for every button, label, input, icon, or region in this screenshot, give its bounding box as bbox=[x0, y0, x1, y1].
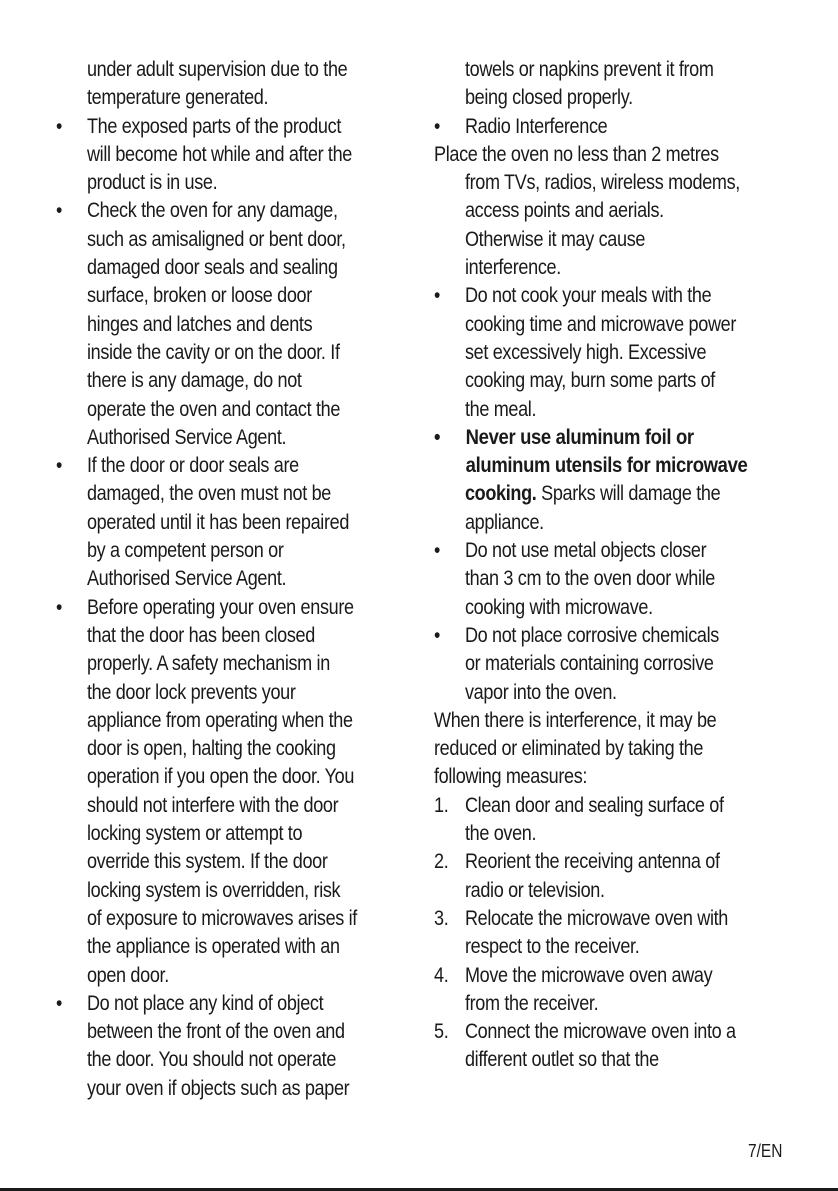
text-line bbox=[434, 565, 752, 593]
left-column bbox=[56, 56, 416, 1103]
bullet-marker: • bbox=[434, 284, 440, 308]
line-text: damaged door seals and sealing bbox=[86, 256, 338, 280]
text-line bbox=[56, 735, 366, 763]
bullet-marker: • bbox=[56, 199, 62, 223]
bullet-item-line bbox=[434, 622, 752, 650]
text-line bbox=[56, 679, 366, 707]
line-text: cooking with microwave. bbox=[464, 595, 653, 619]
line-text: Do not place corrosive chemicals bbox=[464, 623, 719, 647]
bullet-marker: • bbox=[434, 425, 441, 449]
text-line bbox=[434, 877, 752, 905]
text-line bbox=[56, 792, 366, 820]
line-text: interference. bbox=[464, 256, 561, 280]
bullet-item-line bbox=[56, 113, 366, 141]
line-text: open door. bbox=[86, 963, 169, 987]
bullet-marker: • bbox=[56, 595, 62, 619]
text-line bbox=[434, 763, 752, 791]
text-line bbox=[56, 877, 366, 905]
text-line bbox=[56, 254, 366, 282]
text-line bbox=[434, 820, 752, 848]
line-text: locking system or attempt to bbox=[86, 822, 303, 846]
line-text: override this system. If the door bbox=[86, 850, 328, 874]
text-line bbox=[56, 509, 366, 537]
line-text: from TVs, radios, wireless modems, bbox=[464, 171, 740, 195]
text-line bbox=[434, 311, 752, 339]
numbered-item-line bbox=[434, 905, 752, 933]
line-text: the appliance is operated with an bbox=[86, 935, 340, 959]
line-text: If the door or door seals are bbox=[86, 454, 299, 478]
text-line bbox=[56, 480, 366, 508]
text-line bbox=[56, 962, 366, 990]
text-line bbox=[56, 820, 366, 848]
text-line bbox=[56, 763, 366, 791]
bullet-marker: • bbox=[56, 454, 62, 478]
text-line bbox=[56, 424, 366, 452]
line-text: When there is interference, it may be bbox=[434, 708, 717, 732]
text-line bbox=[56, 339, 366, 367]
line-text: hinges and latches and dents bbox=[86, 312, 313, 336]
text-line bbox=[56, 848, 366, 876]
text-line bbox=[434, 56, 752, 84]
line-text: Relocate the microwave oven with bbox=[464, 906, 728, 930]
line-text: access points and aerials. bbox=[464, 199, 664, 223]
line-text: Authorised Service Agent. bbox=[86, 425, 287, 449]
text-line bbox=[56, 282, 366, 310]
line-text: surface, broken or loose door bbox=[86, 284, 312, 308]
line-text: reduced or eliminated by taking the bbox=[434, 737, 704, 761]
text-line bbox=[434, 141, 752, 169]
list-number: 1. bbox=[434, 793, 449, 817]
text-line bbox=[434, 650, 752, 678]
line-text: there is any damage, do not bbox=[86, 369, 302, 393]
line-text: should not interfere with the door bbox=[86, 793, 339, 817]
line-text: different outlet so that the bbox=[464, 1048, 659, 1072]
line-text: Otherwise it may cause bbox=[464, 227, 646, 251]
line-text: of exposure to microwaves arises if bbox=[86, 906, 357, 930]
line-text: operate the oven and contact the bbox=[86, 397, 341, 421]
line-text: Connect the microwave oven into a bbox=[464, 1020, 736, 1044]
line-text: the meal. bbox=[464, 397, 537, 421]
line-text: the oven. bbox=[464, 822, 537, 846]
text-line bbox=[56, 84, 366, 112]
list-number: 5. bbox=[434, 1020, 449, 1044]
text-line bbox=[434, 396, 752, 424]
line-text: that the door has been closed bbox=[86, 623, 315, 647]
text-line bbox=[56, 707, 366, 735]
line-text: Move the microwave oven away bbox=[464, 963, 713, 987]
line-text: door is open, halting the cooking bbox=[86, 737, 336, 761]
line-text: or materials containing corrosive bbox=[464, 652, 714, 676]
line-text: under adult supervision due to the bbox=[86, 58, 348, 81]
bullet-marker: • bbox=[56, 114, 62, 138]
text-line bbox=[434, 990, 752, 1018]
bullet-item-line bbox=[434, 424, 760, 452]
numbered-item-line bbox=[434, 1018, 752, 1046]
text-line bbox=[56, 1018, 366, 1046]
text-line bbox=[434, 735, 752, 763]
line-text: Check the oven for any damage, bbox=[86, 199, 338, 223]
bullet-item-line bbox=[56, 197, 366, 225]
list-number: 3. bbox=[434, 906, 449, 930]
text-line bbox=[434, 197, 752, 225]
text-line bbox=[56, 141, 366, 169]
line-text: damaged, the oven must not be bbox=[86, 482, 331, 506]
line-text: cooking may, burn some parts of bbox=[464, 369, 715, 393]
bullet-item-line bbox=[434, 282, 752, 310]
bullet-marker: • bbox=[434, 539, 440, 563]
line-text: radio or television. bbox=[464, 878, 605, 902]
right-column bbox=[434, 56, 804, 1075]
text-line bbox=[56, 537, 366, 565]
text-line bbox=[56, 905, 366, 933]
bullet-item-line bbox=[56, 452, 366, 480]
line-text: Place the oven no less than 2 metres bbox=[434, 142, 719, 166]
text-line bbox=[434, 226, 752, 254]
text-line bbox=[56, 1046, 366, 1074]
text-line bbox=[434, 1046, 752, 1074]
line-text: Do not use metal objects closer bbox=[464, 539, 707, 563]
line-text: the door. You should not operate bbox=[86, 1048, 337, 1072]
bullet-marker: • bbox=[434, 623, 440, 647]
line-text: The exposed parts of the product bbox=[86, 114, 342, 138]
line-text: the door lock prevents your bbox=[86, 680, 296, 704]
text-line bbox=[434, 84, 752, 112]
text-line bbox=[434, 679, 752, 707]
text-line bbox=[56, 169, 366, 197]
text-line bbox=[434, 480, 752, 508]
bullet-item-line bbox=[56, 594, 366, 622]
line-text: from the receiver. bbox=[464, 991, 599, 1015]
text-line bbox=[434, 707, 752, 735]
text-line bbox=[434, 339, 752, 367]
line-text: such as amisaligned or bent door, bbox=[86, 227, 346, 251]
bullet-marker: • bbox=[56, 991, 62, 1015]
numbered-item-line bbox=[434, 962, 752, 990]
text-line bbox=[434, 594, 752, 622]
line-text: product is in use. bbox=[86, 171, 218, 195]
line-text: locking system is overridden, risk bbox=[86, 878, 341, 902]
numbered-item-line bbox=[434, 792, 752, 820]
line-text: temperature generated. bbox=[86, 86, 269, 110]
text-line bbox=[434, 452, 760, 480]
bullet-item-line bbox=[434, 537, 752, 565]
text-line bbox=[434, 254, 752, 282]
text-line bbox=[56, 933, 366, 961]
text-line bbox=[434, 509, 752, 537]
line-text: your oven if objects such as paper bbox=[86, 1076, 350, 1100]
line-text: Do not cook your meals with the bbox=[464, 284, 712, 308]
numbered-item-line bbox=[434, 848, 752, 876]
text-line bbox=[56, 650, 366, 678]
line-text: towels or napkins prevent it from bbox=[464, 58, 714, 81]
bullet-item-line bbox=[434, 113, 752, 141]
text-line bbox=[434, 367, 752, 395]
text-line bbox=[434, 169, 752, 197]
line-text: Before operating your oven ensure bbox=[86, 595, 354, 619]
line-text: vapor into the oven. bbox=[464, 680, 617, 704]
text-line bbox=[56, 622, 366, 650]
line-text: operation if you open the door. You bbox=[86, 765, 355, 789]
line-text: Radio Interference bbox=[464, 114, 608, 138]
line-text: will become hot while and after the bbox=[86, 142, 353, 166]
line-text: Clean door and sealing surface of bbox=[464, 793, 724, 817]
text-line bbox=[56, 311, 366, 339]
text-line bbox=[56, 565, 366, 593]
line-text: appliance. bbox=[464, 510, 544, 534]
line-text: Do not place any kind of object bbox=[86, 991, 324, 1015]
bullet-item-line bbox=[56, 990, 366, 1018]
line-text: following measures: bbox=[434, 765, 588, 789]
line-text: between the front of the oven and bbox=[86, 1020, 345, 1044]
line-text: Never use aluminum foil or bbox=[465, 425, 694, 449]
line-text: Authorised Service Agent. bbox=[86, 567, 287, 591]
line-text: being closed properly. bbox=[464, 86, 633, 110]
line-text: than 3 cm to the oven door while bbox=[464, 567, 715, 591]
line-text: operated until it has been repaired bbox=[86, 510, 350, 534]
line-text: Sparks will damage the bbox=[536, 482, 721, 506]
line-text: set excessively high. Excessive bbox=[464, 340, 707, 364]
list-number: 2. bbox=[434, 850, 449, 874]
line-text: inside the cavity or on the door. If bbox=[86, 340, 340, 364]
text-line bbox=[56, 367, 366, 395]
line-text: aluminum utensils for microwave bbox=[465, 454, 748, 478]
bold-text: cooking. bbox=[464, 482, 537, 506]
bullet-marker: • bbox=[434, 114, 440, 138]
text-line bbox=[56, 226, 366, 254]
page-number: 7/EN bbox=[748, 1141, 783, 1161]
line-text: cooking time and microwave power bbox=[464, 312, 737, 336]
text-line bbox=[56, 56, 366, 84]
list-number: 4. bbox=[434, 963, 449, 987]
text-line bbox=[434, 933, 752, 961]
line-text: by a competent person or bbox=[86, 539, 284, 563]
text-line bbox=[56, 1075, 366, 1103]
line-text: appliance from operating when the bbox=[86, 708, 353, 732]
line-text: properly. A safety mechanism in bbox=[86, 652, 330, 676]
text-line bbox=[56, 396, 366, 424]
line-text: respect to the receiver. bbox=[464, 935, 640, 959]
line-text: Reorient the receiving antenna of bbox=[464, 850, 720, 874]
